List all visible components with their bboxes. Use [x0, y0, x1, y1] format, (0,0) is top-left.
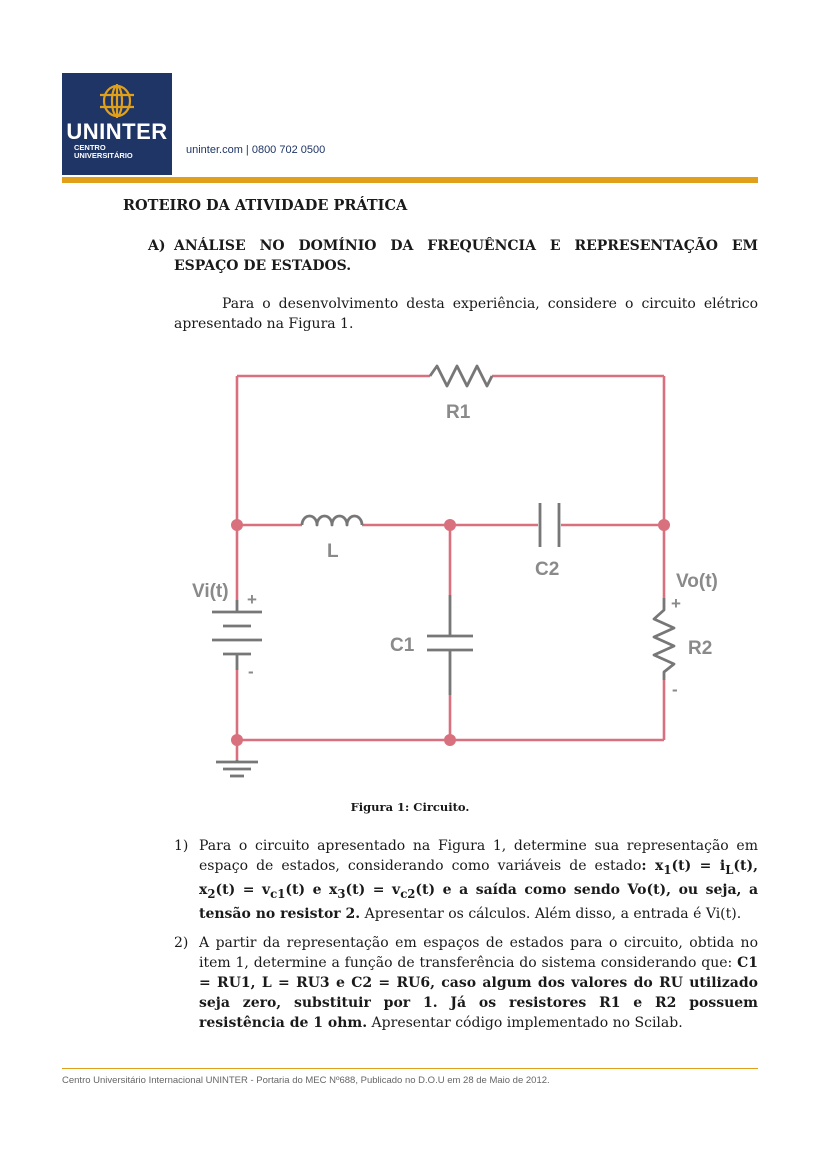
label-vo-minus: -: [672, 680, 678, 699]
item1-text-2: Apresentar os cálculos. Além disso, a entrada é Vi(t).: [360, 905, 742, 922]
intro-paragraph: [174, 294, 758, 334]
list-item: [174, 933, 758, 1033]
uninter-logo: [62, 73, 172, 175]
label-vo: Vo(t): [676, 571, 718, 592]
item1-sub6: c2: [400, 886, 416, 901]
logo-sub-line1: CENTRO: [74, 143, 106, 152]
item1-text-1: Para o circuito apresentado na Figura 1, determine sua representação em espaço de estados, considerando como variáveis de estado: [199, 838, 758, 874]
header-contact: uninter.com | 0800 702 0500: [186, 144, 326, 156]
node-left-bottom: [231, 734, 243, 746]
label-vi-plus: +: [247, 590, 257, 609]
label-r1: R1: [446, 402, 471, 423]
node-left-mid: [231, 519, 243, 531]
footer-divider: [62, 1068, 758, 1069]
label-c1: C1: [390, 635, 415, 656]
logo-subtitle: [74, 144, 133, 160]
item1-sub1: 1: [663, 862, 672, 877]
intro-text: Para o desenvolvimento desta experiência, considere o circuito elétrico apresentado na Figura 1.: [174, 296, 758, 332]
logo-sub-line2: UNIVERSITÁRIO: [74, 151, 133, 160]
inductor-l: [302, 516, 362, 525]
item-text: [199, 836, 758, 924]
header-divider: [62, 177, 758, 183]
item-text: [199, 933, 758, 1033]
item2-bold: C1 = RU1, L = RU3 e C2 = RU6, caso algum dos valores do RU utilizado seja zero, substituir por 1. Já os resistores R1 e R2 possuem resistência de 1 ohm.: [199, 955, 758, 1031]
item1-b6: (t) = v: [345, 881, 401, 898]
list-item: [174, 836, 758, 924]
item1-b7: (t) e a saída como sendo Vo(t), ou seja, a tensão no resistor 2.: [199, 881, 759, 922]
label-c2: C2: [535, 559, 560, 580]
label-vi: Vi(t): [192, 581, 229, 602]
item1-b4: (t) = v: [215, 881, 271, 898]
circuit-components: [212, 366, 674, 776]
item1-b1: : x: [641, 858, 664, 874]
item1-sub2: L: [725, 862, 734, 877]
node-center-bottom: [444, 734, 456, 746]
node-right-mid: [658, 519, 670, 531]
label-r2: R2: [688, 638, 713, 659]
item2-text-2: Apresentar código implementado no Scilab.: [367, 1015, 683, 1031]
item1-b3: (t), x: [199, 858, 758, 898]
item2-text-1: A partir da representação em espaços de estados para o circuito, obtida no item 1, determine a função de transferência do sistema considerando que:: [199, 935, 758, 971]
label-l: L: [327, 541, 339, 562]
section-heading: [148, 236, 758, 276]
footer-text: Centro Universitário Internacional UNINTER - Portaria do MEC Nº688, Publicado no D.O.U em 28 de Maio de 2012.: [62, 1075, 550, 1086]
node-center-mid: [444, 519, 456, 531]
document-title: ROTEIRO DA ATIVIDADE PRÁTICA: [123, 197, 408, 214]
circuit-wires: [237, 376, 664, 760]
section-label: A): [148, 238, 166, 254]
item-number: 2): [174, 935, 189, 951]
item1-b5: (t) e x: [285, 881, 338, 898]
logo-wordmark: UNINTER: [66, 119, 168, 144]
section-title: ANÁLISE NO DOMÍNIO DA FREQUÊNCIA E REPRESENTAÇÃO EM ESPAÇO DE ESTADOS.: [174, 238, 758, 274]
item1-sub4: c1: [270, 886, 286, 901]
figure-caption: Figura 1: Circuito.: [350, 800, 470, 814]
globe-icon: [90, 83, 144, 119]
label-vo-plus: +: [671, 594, 681, 613]
resistor-r1: [430, 366, 492, 386]
item1-b2: (t) = i: [671, 858, 726, 874]
label-vi-minus: -: [248, 662, 254, 681]
item1-sub5: 3: [337, 886, 346, 901]
item1-sub3: 2: [207, 886, 216, 901]
circuit-diagram: [185, 355, 718, 785]
item-number: 1): [174, 838, 189, 854]
